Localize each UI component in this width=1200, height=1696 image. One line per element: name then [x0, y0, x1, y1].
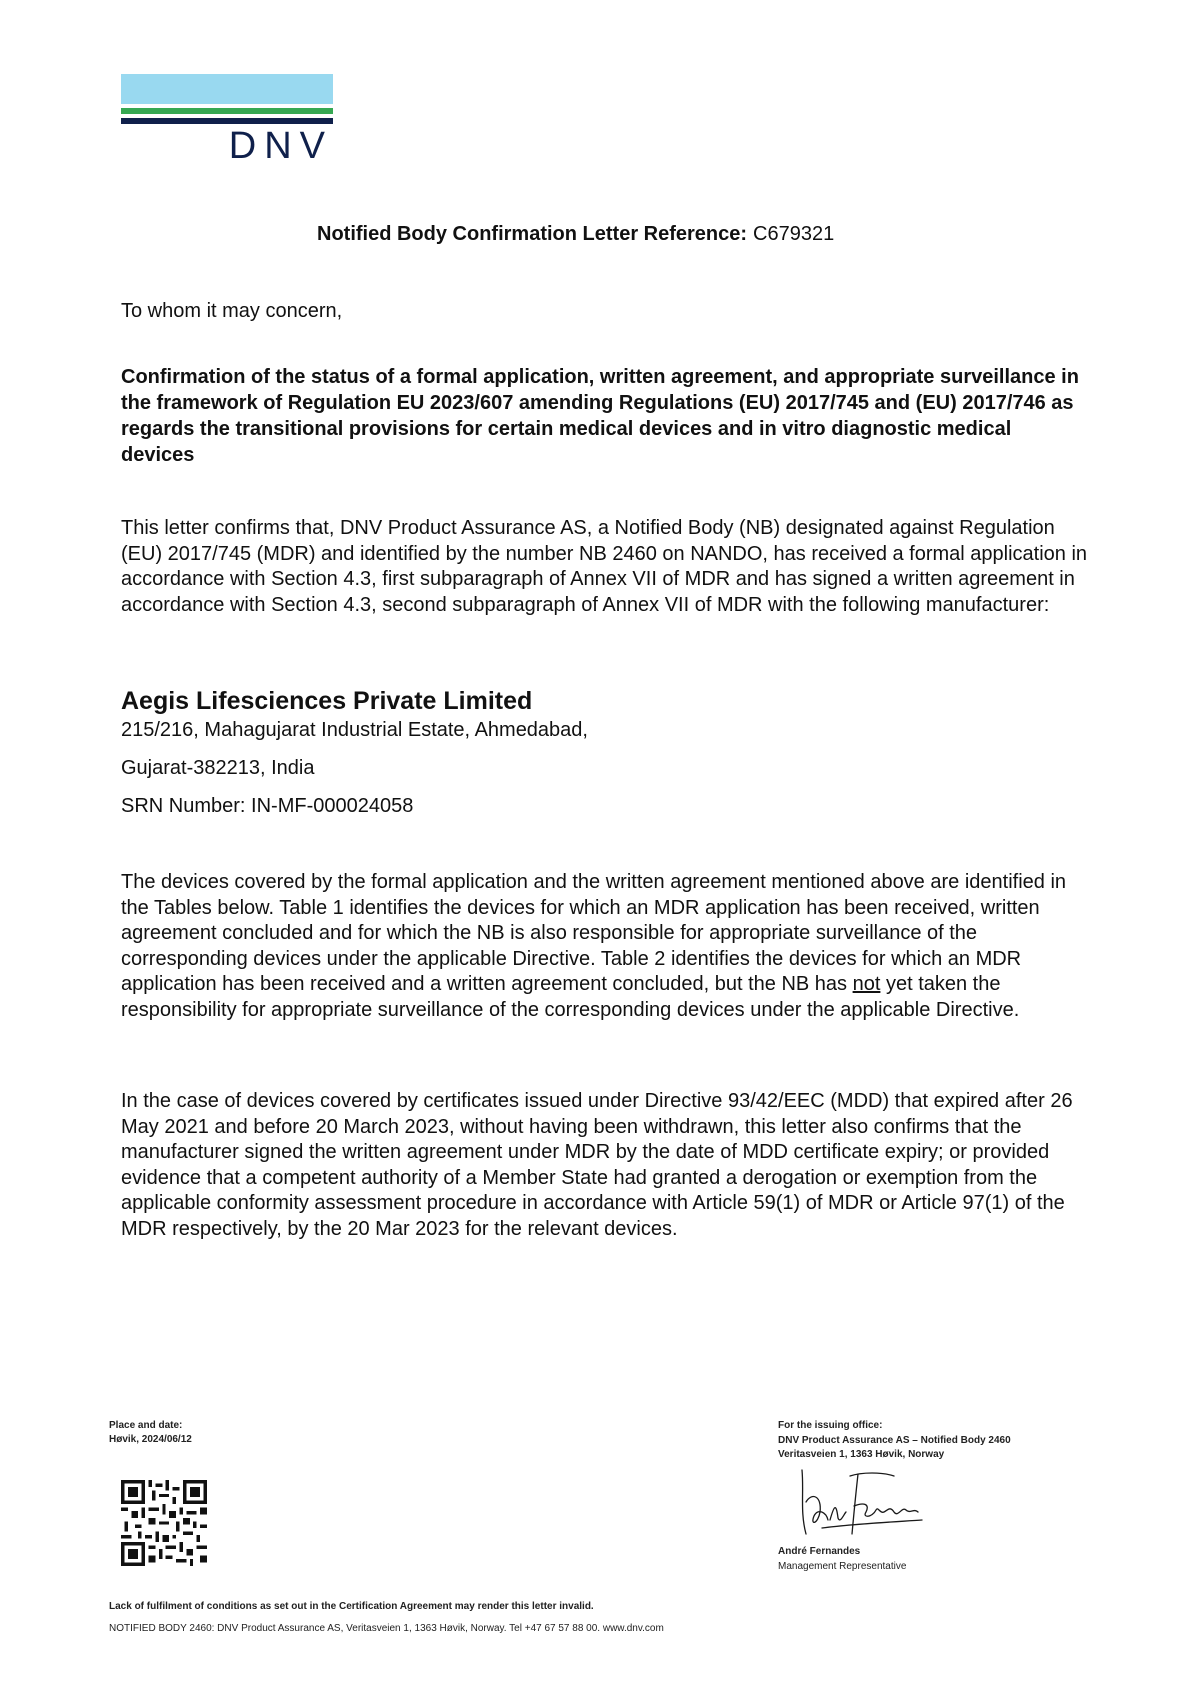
place-date-value: Høvik, 2024/06/12 — [109, 1434, 192, 1445]
reference-value: C679321 — [753, 223, 835, 245]
manufacturer-srn: SRN Number: IN-MF-000024058 — [121, 795, 414, 817]
reference-line — [317, 223, 834, 246]
issuing-office-label: For the issuing office: — [778, 1420, 883, 1431]
manufacturer-address-line2: Gujarat-382213, India — [121, 757, 315, 779]
manufacturer-name: Aegis Lifesciences Private Limited — [121, 687, 533, 715]
devices-paragraph-part1: The devices covered by the formal application and the written agreement mentioned above are identified in the Tables below. Table 1 identifies the devices for which an MDR application has been received, written agreement concluded and for which the NB is also responsible for appropriate surveillance of the corresponding devices under the applicable Directive. Table 2 identifies the devices for which an MDR application has been received and a written agreement concluded, but the NB has — [121, 871, 1067, 996]
salutation: To whom it may concern, — [121, 300, 343, 322]
logo-bar-top — [121, 74, 333, 104]
issuing-office-address: Veritasveien 1, 1363 Høvik, Norway — [778, 1449, 945, 1460]
devices-paragraph-part2: yet taken the responsibility for appropriate surveillance of the corresponding devices under the applicable Directive. — [121, 973, 1020, 1021]
reference-label: Notified Body Confirmation Letter Reference: — [317, 223, 748, 245]
devices-paragraph — [121, 870, 1096, 1024]
subject-heading: Confirmation of the status of a formal application, written agreement, and appropriate surveillance in the framework of Regulation EU 2023/607 amending Regulations (EU) 2017/745 and (EU) 2017/746 as regards the transitional provisions for certain medical devices and in vitro diagnostic medical devices — [121, 366, 1079, 466]
condition-note: Lack of fulfilment of conditions as set out in the Certification Agreement may render this letter invalid. — [109, 1601, 594, 1612]
dnv-logo — [121, 74, 333, 165]
manufacturer-address-line1: 215/216, Mahagujarat Industrial Estate, Ahmedabad, — [121, 719, 588, 741]
place-date-label: Place and date: — [109, 1420, 183, 1431]
contact-line: NOTIFIED BODY 2460: DNV Product Assurance AS, Veritasveien 1, 1363 Høvik, Norway. Tel +47 67 57 88 00. www.dnv.com — [109, 1623, 664, 1634]
issuing-office-name: DNV Product Assurance AS – Notified Body 2460 — [778, 1435, 1011, 1446]
intro-paragraph: This letter confirms that, DNV Product Assurance AS, a Notified Body (NB) designated against Regulation (EU) 2017/745 (MDR) and identified by the number NB 2460 on NANDO, has received a formal application in accordance with Section 4.3, first subparagraph of Annex VII of MDR and has signed a written agreement in accordance with Section 4.3, second subparagraph of Annex VII of MDR with the following manufacturer: — [121, 517, 1088, 616]
mdd-paragraph: In the case of devices covered by certificates issued under Directive 93/42/EEC (MDD) that expired after 26 May 2021 and before 20 March 2023, without having been withdrawn, this letter also confirms that the manufacturer signed the written agreement under MDR by the date of MDD certificate expiry; or provided evidence that a competent authority of a Member State had granted a derogation or exemption from the applicable conformity assessment procedure in accordance with Article 59(1) of MDR or Article 97(1) of the MDR respectively, by the 20 Mar 2023 for the relevant devices. — [121, 1090, 1073, 1240]
signer-title: Management Representative — [778, 1561, 907, 1572]
logo-bar-bottom — [121, 118, 333, 124]
signer-name: André Fernandes — [778, 1546, 861, 1557]
logo-wordmark: DNV — [228, 125, 333, 167]
logo-bar-middle — [121, 108, 333, 114]
devices-paragraph-emphasis: not — [852, 973, 881, 996]
signature-icon — [792, 1462, 932, 1542]
qr-code-icon — [121, 1480, 207, 1566]
